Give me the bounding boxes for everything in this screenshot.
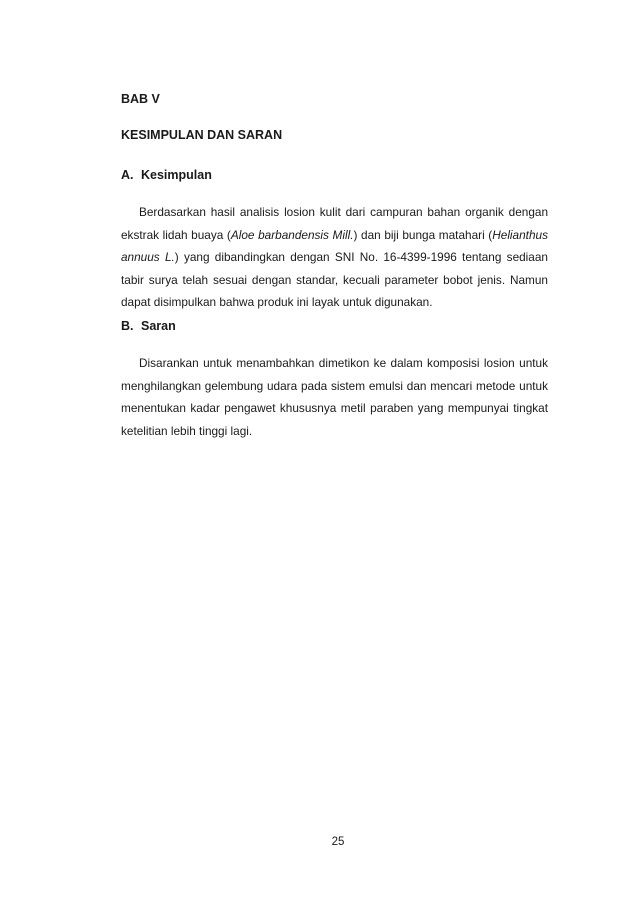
paragraph-line [121,291,548,314]
section-heading-kesimpulan [121,168,212,182]
section-title: Saran [141,319,176,333]
section-heading-saran [121,319,176,333]
scientific-name: annuus L. [121,250,175,264]
text-run: ) dan biji bunga matahari ( [353,227,493,242]
paragraph-saran [121,352,548,442]
paragraph-line [121,246,548,269]
paragraph-line [121,375,548,398]
text-run: menghilangkan gelembung udara pada sistem emulsi dan mencari metode untuk [121,378,548,393]
page-number: 25 [331,836,345,848]
text-run: dapat disimpulkan bahwa produk ini layak untuk digunakan. [121,295,433,309]
paragraph-kesimpulan [121,201,548,314]
paragraph-line [121,269,548,292]
text-run: ) yang dibandingkan dengan SNI No. 16-4399-1996 tentang sediaan [174,250,548,264]
section-title: Kesimpulan [141,168,212,182]
text-run: Berdasarkan hasil analisis losion kulit dari campuran bahan organik dengan [139,205,548,219]
paragraph-line [121,420,548,443]
text-run: ketelitian lebih tinggi lagi. [121,423,253,438]
paragraph-line [121,397,548,420]
paragraph-line [121,352,548,375]
scientific-name: Aloe barbandensis Mill. [230,227,354,242]
scientific-name: Helianthus [492,227,548,242]
text-run: ekstrak lidah buaya ( [121,227,231,242]
chapter-title: KESIMPULAN DAN SARAN [121,128,283,142]
text-run: tabir surya telah sesuai dengan standar, kecuali parameter bobot jenis. Namun [121,272,548,287]
section-number: A. [121,168,134,182]
paragraph-line [121,224,548,247]
paragraph-line [121,201,548,224]
section-number: B. [121,319,134,333]
text-run: menentukan kadar pengawet khususnya metil paraben yang mempunyai tingkat [121,401,548,415]
text-run: Disarankan untuk menambahkan dimetikon ke dalam komposisi losion untuk [139,356,548,370]
chapter-label: BAB V [121,92,160,106]
